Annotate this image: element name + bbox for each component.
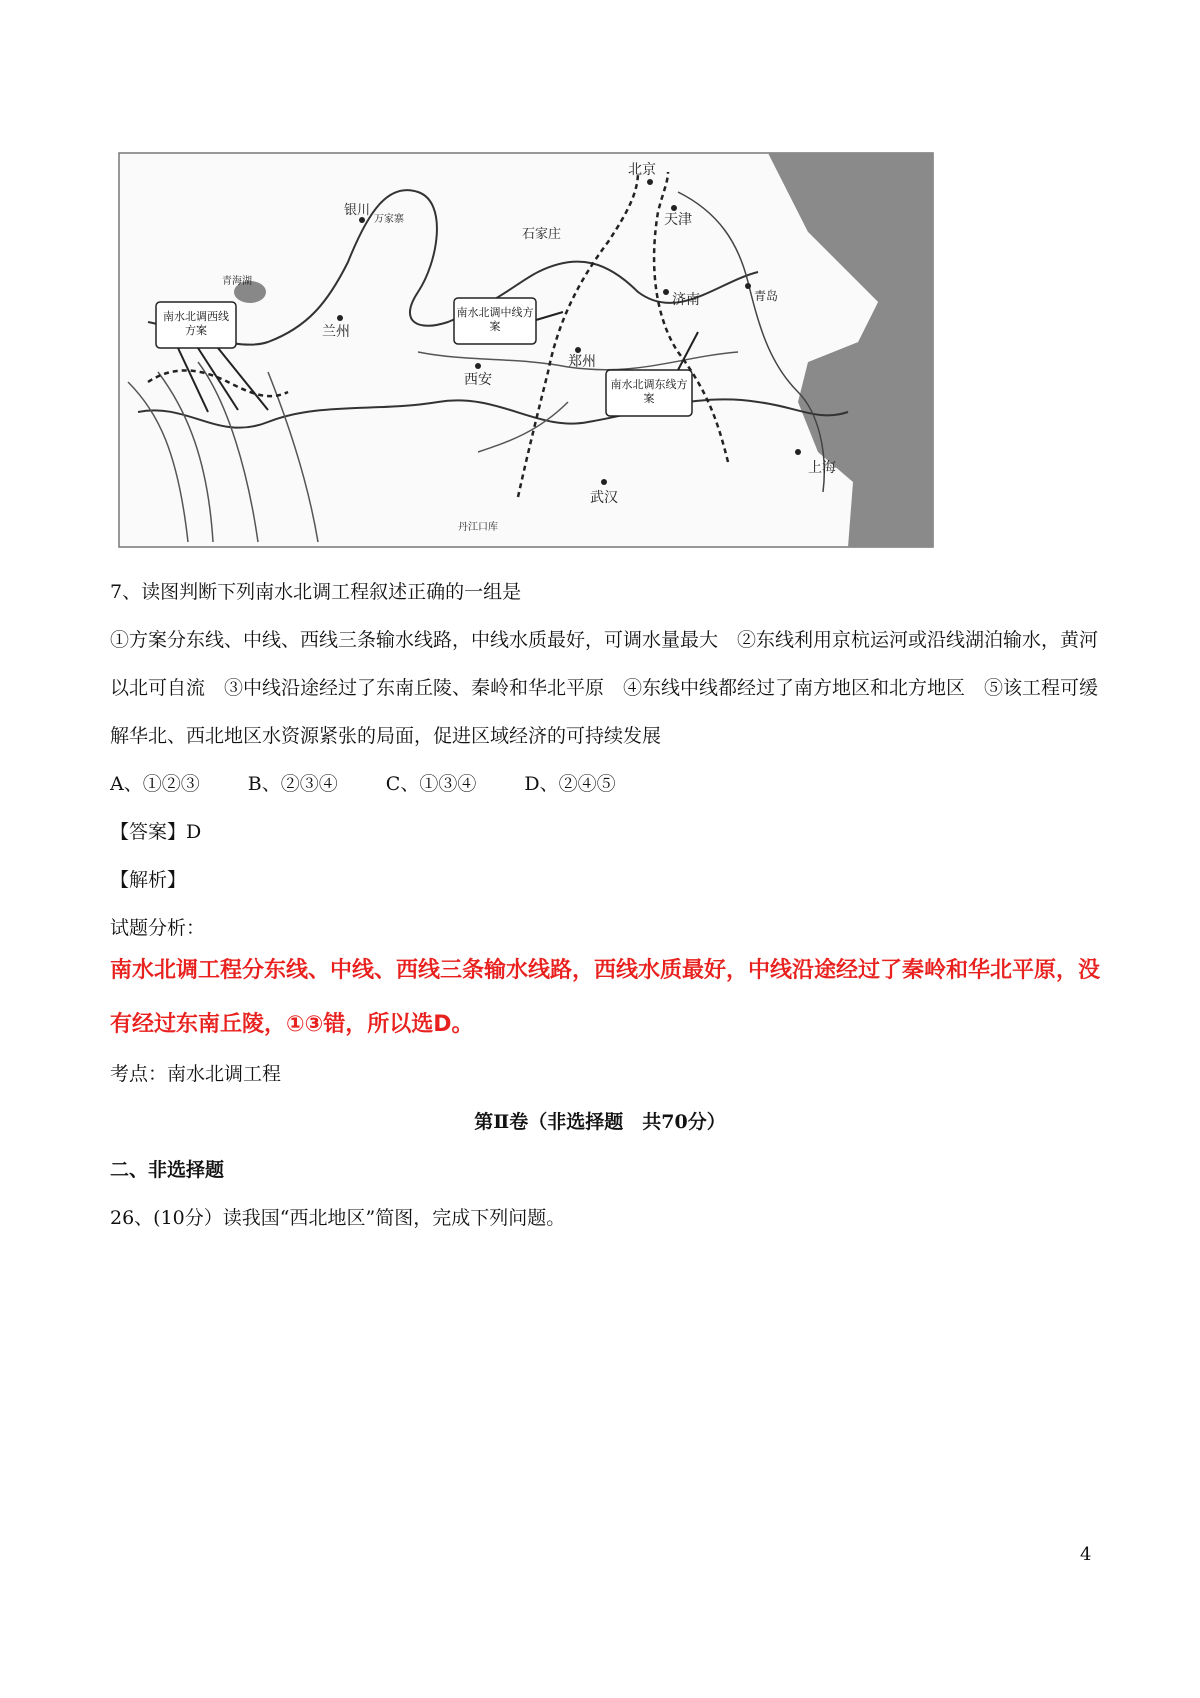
label-xian: 西安	[464, 372, 492, 388]
options	[110, 760, 1100, 808]
east-route-label-box	[608, 372, 690, 414]
option-c: C、①③④	[385, 773, 477, 795]
label-jinan: 济南	[672, 292, 700, 308]
label-qingdao: 青岛	[754, 289, 779, 303]
label-qinghai-lake: 青海湖	[222, 276, 252, 287]
option-d: D、②④⑤	[524, 773, 616, 795]
page-number: 4	[1080, 1544, 1092, 1565]
label-beijing: 北京	[628, 162, 656, 178]
label-danjiangkou: 丹江口库	[458, 522, 498, 533]
question-stem: 7、读图判断下列南水北调工程叙述正确的一组是	[110, 581, 522, 603]
label-west-route: 南水北调西线方案	[163, 310, 229, 337]
question-7	[110, 568, 1100, 760]
analysis-heading: 【解析】	[110, 869, 187, 891]
south-north-water-map	[118, 152, 934, 548]
label-shanghai: 上海	[808, 460, 836, 476]
west-route-label-box	[158, 304, 234, 346]
analysis-label: 试题分析：	[110, 917, 206, 939]
question-26: 26、(10分）读我国“西北地区”简图，完成下列问题。	[110, 1207, 566, 1229]
label-zhengzhou: 郑州	[568, 354, 596, 370]
section-heading: 二、非选择题	[110, 1159, 225, 1181]
label-yinchuan: 银川	[344, 203, 371, 218]
label-tianjin: 天津	[664, 212, 692, 228]
section-title: 第Ⅱ卷（非选择题 共70分）	[474, 1111, 726, 1133]
question-statements: ①方案分东线、中线、西线三条输水线路，中线水质最好，可调水量最大 ②东线利用京杭运河或沿线湖泊输水，黄河以北可自流 ③中线沿途经过了东南丘陵、秦岭和华北平原 ④东线中线都经过了南方地区和北方地区 ⑤该工程可缓解华北、西北地区水资源紧张的局面，促进区域经济的可持续发展	[110, 629, 1099, 747]
analysis-text: 南水北调工程分东线、中线、西线三条输水线路，西线水质最好，中线沿途经过了秦岭和华北平原，没有经过东南丘陵，①③错，所以选D。	[110, 958, 1101, 1037]
label-east-route: 南水北调东线方案	[610, 378, 688, 405]
label-lanzhou: 兰州	[322, 324, 350, 340]
label-wanjiazhai: 万家寨	[374, 214, 404, 225]
map-svg	[118, 152, 934, 548]
answer: 【答案】D	[110, 821, 202, 843]
middle-route-label-box	[456, 300, 534, 342]
kaodian: 考点：南水北调工程	[110, 1063, 282, 1085]
option-a: A、①②③	[110, 773, 200, 795]
option-b: B、②③④	[247, 773, 338, 795]
label-wuhan: 武汉	[590, 490, 618, 506]
label-middle-route: 南水北调中线方案	[456, 306, 534, 333]
label-shijiazhuang: 石家庄	[522, 227, 562, 242]
